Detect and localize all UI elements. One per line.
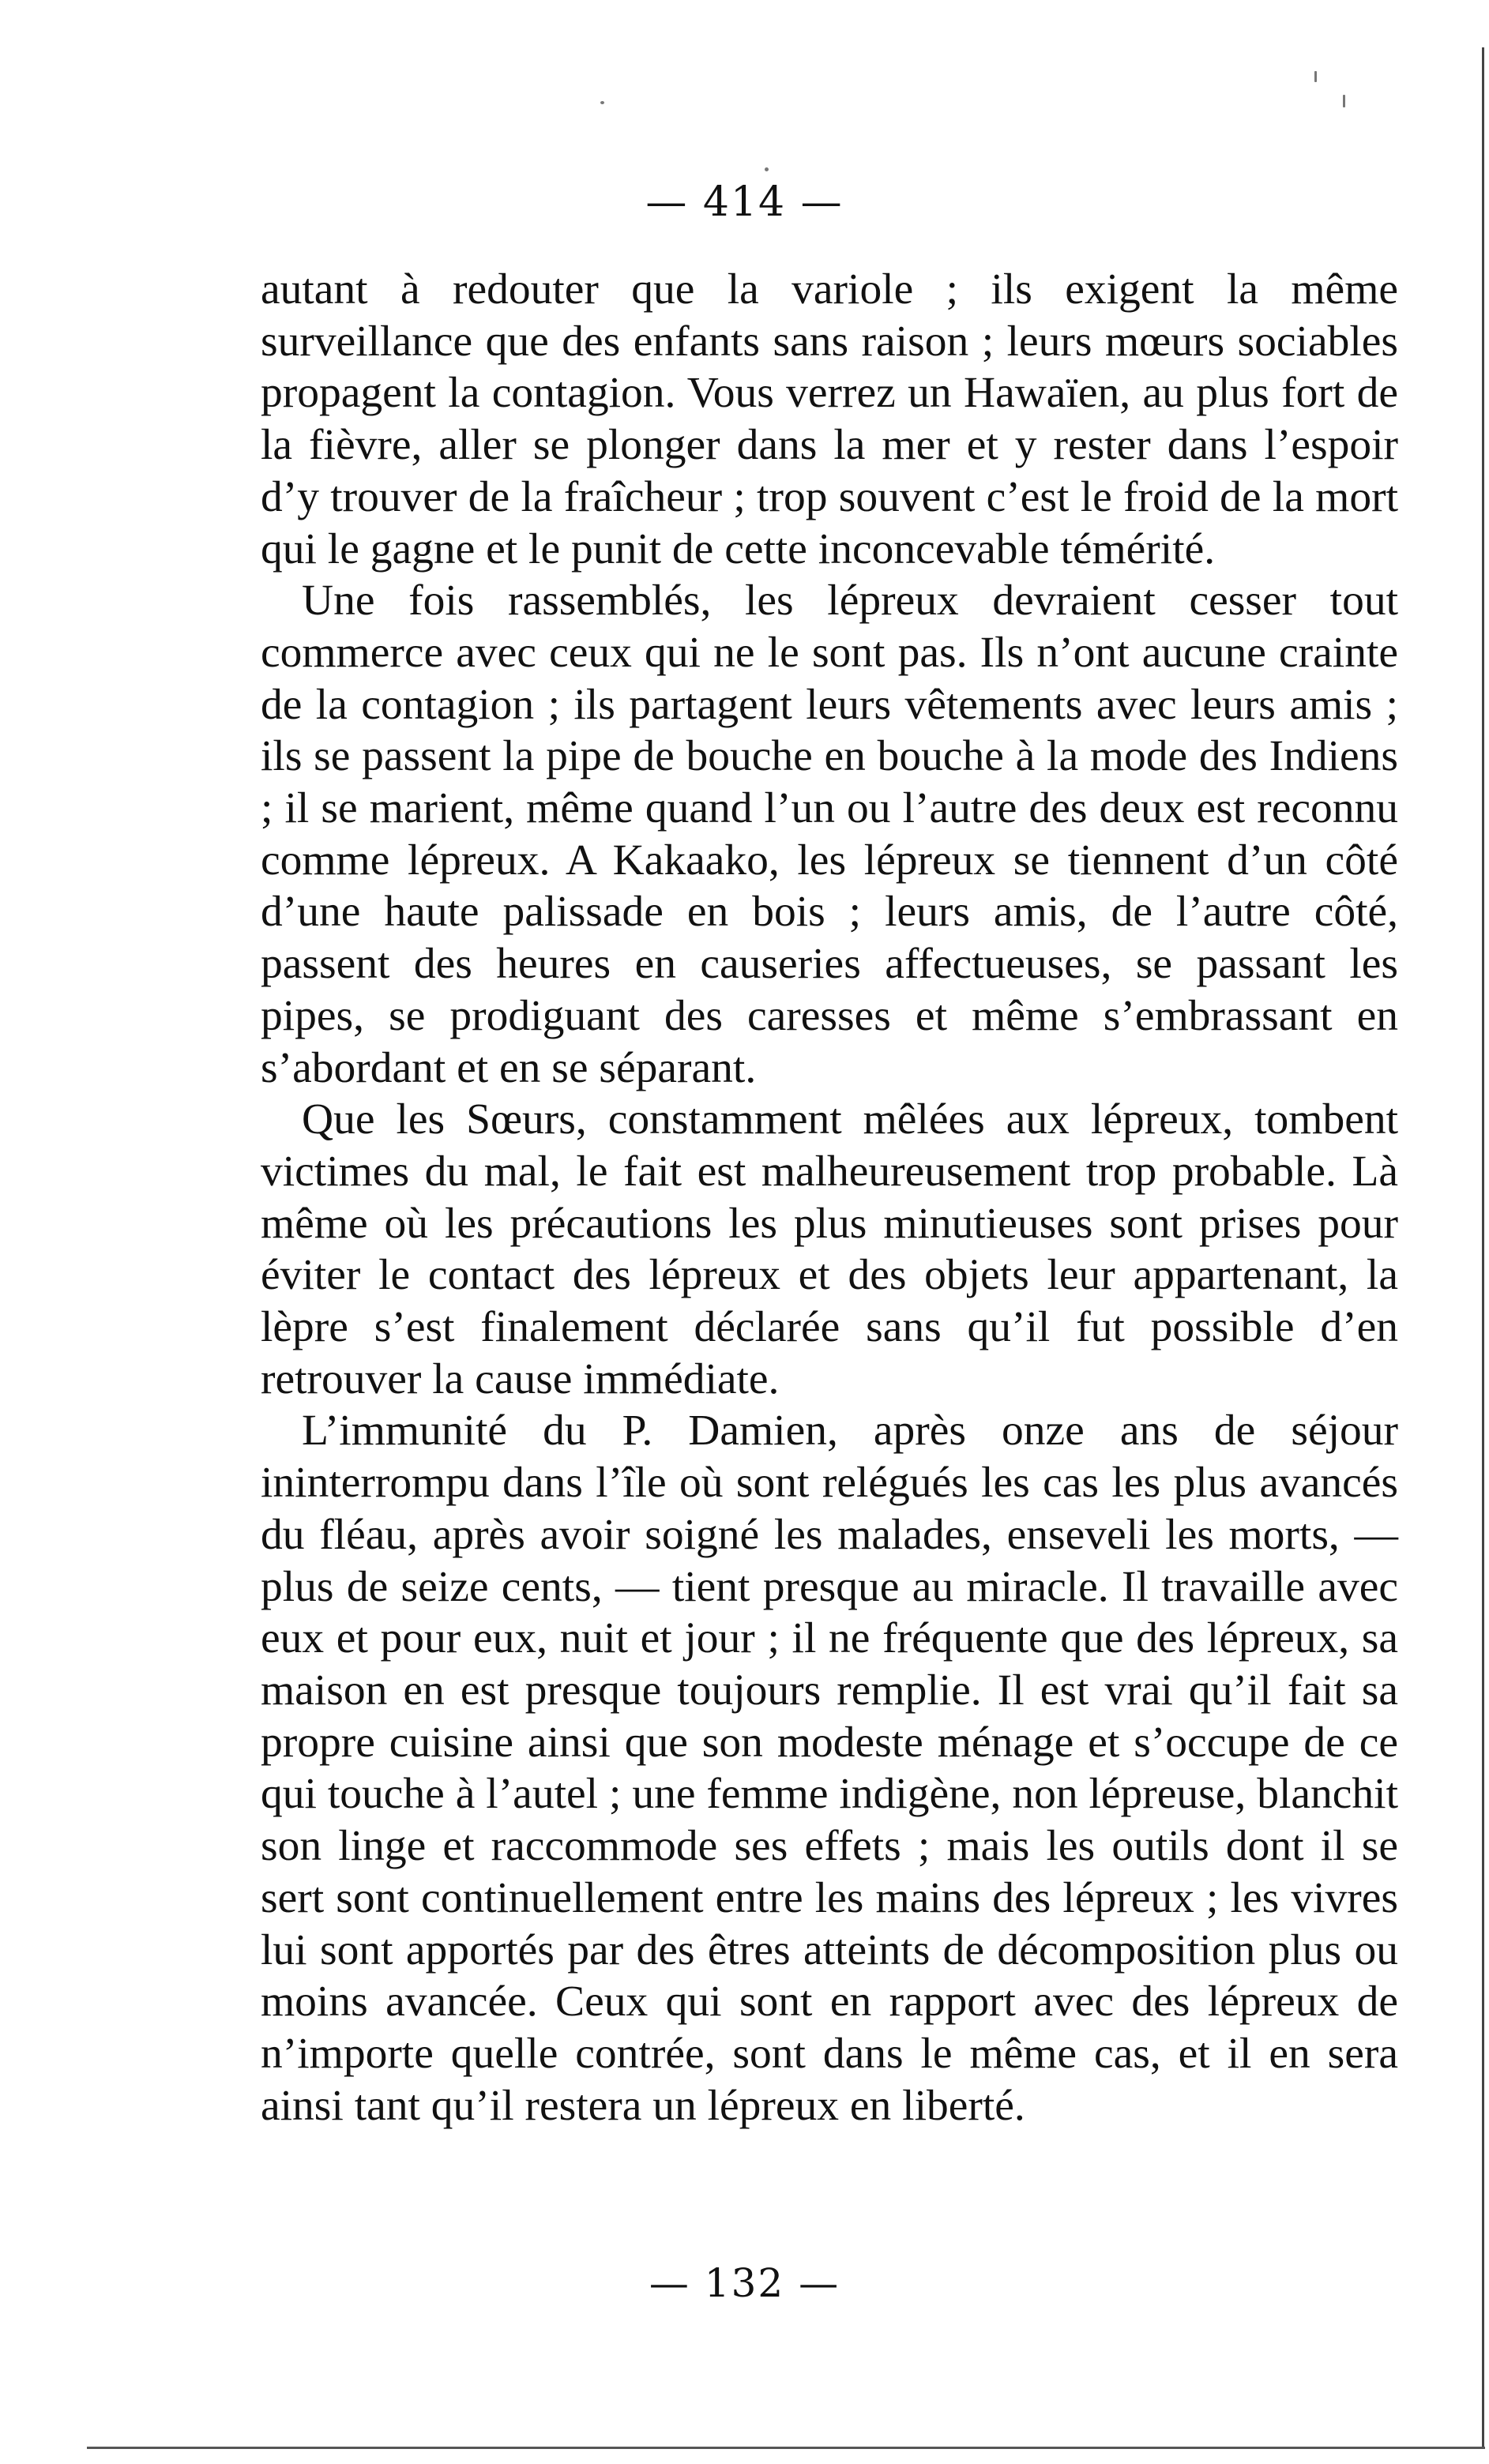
signature-mark: — 132 —: [649, 2260, 840, 2306]
body-text: [261, 264, 1398, 2132]
ink-speck: [765, 167, 769, 171]
ink-speck: [600, 101, 604, 104]
page-edge-right: [1482, 47, 1484, 2448]
paragraph: Une fois rassemblés, les lépreux devraient cesser tout commerce avec ceux qui ne le sont pas. Ils n’ont aucune crainte de la contagion ; ils partagent leurs vêtements avec leurs amis ; ils se passent la pipe de bouche en bouche à la mode des Indiens ; il se marient, même quand l’un ou l’autre des deux est reconnu comme lépreux. A Kakaako, les lépreux se tiennent d’un côté d’une haute palissade en bois ; leurs amis, de l’autre côté, passent des heures en causeries affectueuses, se passant les pipes, se prodiguant des caresses et même s’embrassant en s’abordant et en se séparant.: [261, 577, 1398, 1092]
paragraph: L’immunité du P. Damien, après onze ans de séjour ininterrompu dans l’île où sont relégués les cas les plus avancés du fléau, après avoir soigné les malades, enseveli les morts, — plus de seize cents, — tient presque au miracle. Il travaille avec eux et pour eux, nuit et jour ; il ne fréquente que des lépreux, sa maison en est presque toujours remplie. Il est vrai qu’il fait sa propre cuisine ainsi que son modeste ménage et s’occupe de ce qui touche à l’autel ; une femme indigène, non lépreuse, blanchit son linge et raccommode ses effets ; mais les outils dont il se sert sont continuellement entre les mains des lépreux ; les vivres lui sont apportés par des êtres atteints de décomposition plus ou moins avancée. Ceux qui sont en rapport avec des lépreux de n’importe quelle contrée, sont dans le même cas, et il en sera ainsi tant qu’il restera un lépreux en liberté.: [261, 1407, 1398, 2130]
page-number: — 414 —: [645, 178, 844, 226]
paragraph: Que les Sœurs, constamment mêlées aux lépreux, tombent victimes du mal, le fait est malheureusement trop probable. Là même où les précautions les plus minutieuses sont prises pour éviter le contact des lépreux et des objets leur appartenant, la lèpre s’est finalement déclarée sans qu’il fut possible d’en retrouver la cause immédiate.: [261, 1095, 1398, 1403]
ink-speck: [1343, 95, 1345, 107]
paragraph: autant à redouter que la variole ; ils exigent la même surveillance que des enfants sans raison ; leurs mœurs sociables propagent la contagion. Vous verrez un Hawaïen, au plus fort de la fièvre, aller se plonger dans la mer et y rester dans l’espoir d’y trouver de la fraîcheur ; trop souvent c’est le froid de la mort qui le gagne et le punit de cette inconcevable témérité.: [261, 265, 1398, 573]
page-edge-bottom: [87, 2447, 1485, 2449]
ink-speck: [1314, 71, 1317, 82]
